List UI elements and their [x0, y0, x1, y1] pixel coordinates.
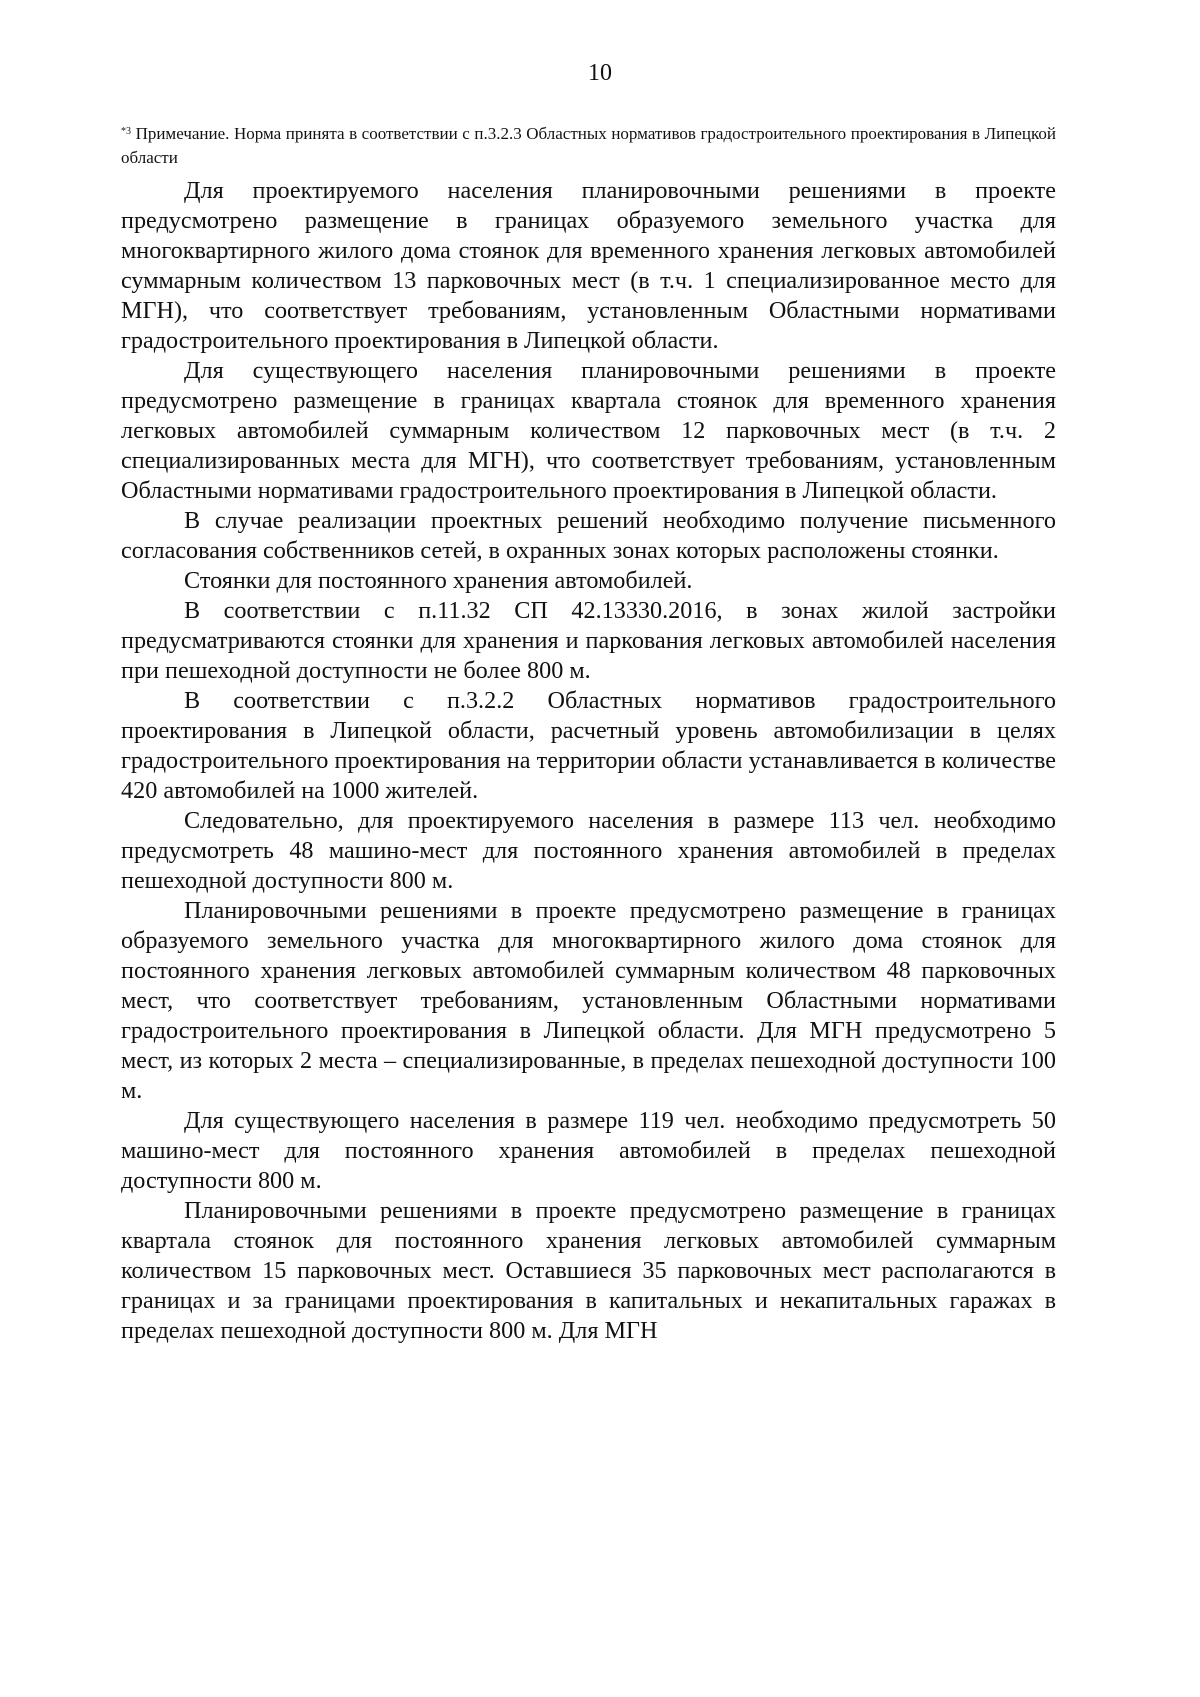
footnote: [121, 122, 1056, 170]
paragraph-projected-demand: Следовательно, для проектируемого населения в размере 113 чел. необходимо предусмотреть 48 машино-мест для постоянного хранения автомобилей в пределах пешеходной доступности 800 м.: [121, 807, 1056, 894]
footnote-text: Примечание. Норма принята в соответствии с п.3.2.3 Областных нормативов градостроительного проектирования в Липецкой области: [121, 124, 1056, 167]
paragraph-network-owners-approval: В случае реализации проектных решений необходимо получение письменного согласования собственников сетей, в охранных зонах которых расположены стоянки.: [121, 507, 1056, 564]
paragraph-motorization-level: В соответствии с п.3.2.2 Областных нормативов градостроительного проектирования в Липецкой области, расчетный уровень автомобилизации в целях градостроительного проектирования на территории области устанавливается в количестве 420 автомобилей на 1000 жителей.: [121, 687, 1056, 804]
paragraph-existing-permanent-parking: Планировочными решениями в проекте предусмотрено размещение в границах квартала стоянок для постоянного хранения легковых автомобилей суммарным количеством 15 парковочных мест. Оставшиеся 35 парковочных мест располагаются в границах и за границами проектирования в капитальных и некапитальных гаражах в пределах пешеходной доступности 800 м. Для МГН: [121, 1197, 1056, 1344]
paragraph-projected-permanent-parking: Планировочными решениями в проекте предусмотрено размещение в границах образуемого земельного участка для многоквартирного жилого дома стоянок для постоянного хранения легковых автомобилей суммарным количеством 48 парковочных мест, что соответствует требованиям, установленным Областными нормативами градостроительного проектирования в Липецкой области. Для МГН предусмотрено 5 мест, из которых 2 места – специализированные, в пределах пешеходной доступности 100 м.: [121, 897, 1056, 1104]
footnote-marker: *3: [121, 126, 131, 137]
paragraph-temporary-parking-existing: Для существующего населения планировочными решениями в проекте предусмотрено размещение в границах квартала стоянок для временного хранения легковых автомобилей суммарным количеством 12 парковочных мест (в т.ч. 2 специализированных места для МГН), что соответствует требованиям, установленным Областными нормативами градостроительного проектирования в Липецкой области.: [121, 357, 1056, 504]
paragraph-permanent-parking-heading: Стоянки для постоянного хранения автомобилей.: [184, 567, 693, 594]
page-number: 10: [588, 60, 612, 86]
paragraph-sp-reference: В соответствии с п.11.32 СП 42.13330.2016, в зонах жилой застройки предусматриваются стоянки для хранения и паркования легковых автомобилей населения при пешеходной доступности не более 800 м.: [121, 597, 1056, 684]
paragraph-temporary-parking-projected: Для проектируемого населения планировочными решениями в проекте предусмотрено размещение в границах образуемого земельного участка для многоквартирного жилого дома стоянок для временного хранения легковых автомобилей суммарным количеством 13 парковочных мест (в т.ч. 1 специализированное место для МГН), что соответствует требованиям, установленным Областными нормативами градостроительного проектирования в Липецкой области.: [121, 177, 1056, 354]
paragraph-existing-demand: Для существующего населения в размере 119 чел. необходимо предусмотреть 50 машино-мест для постоянного хранения автомобилей в пределах пешеходной доступности 800 м.: [121, 1107, 1056, 1194]
page-content: [121, 122, 1056, 1346]
